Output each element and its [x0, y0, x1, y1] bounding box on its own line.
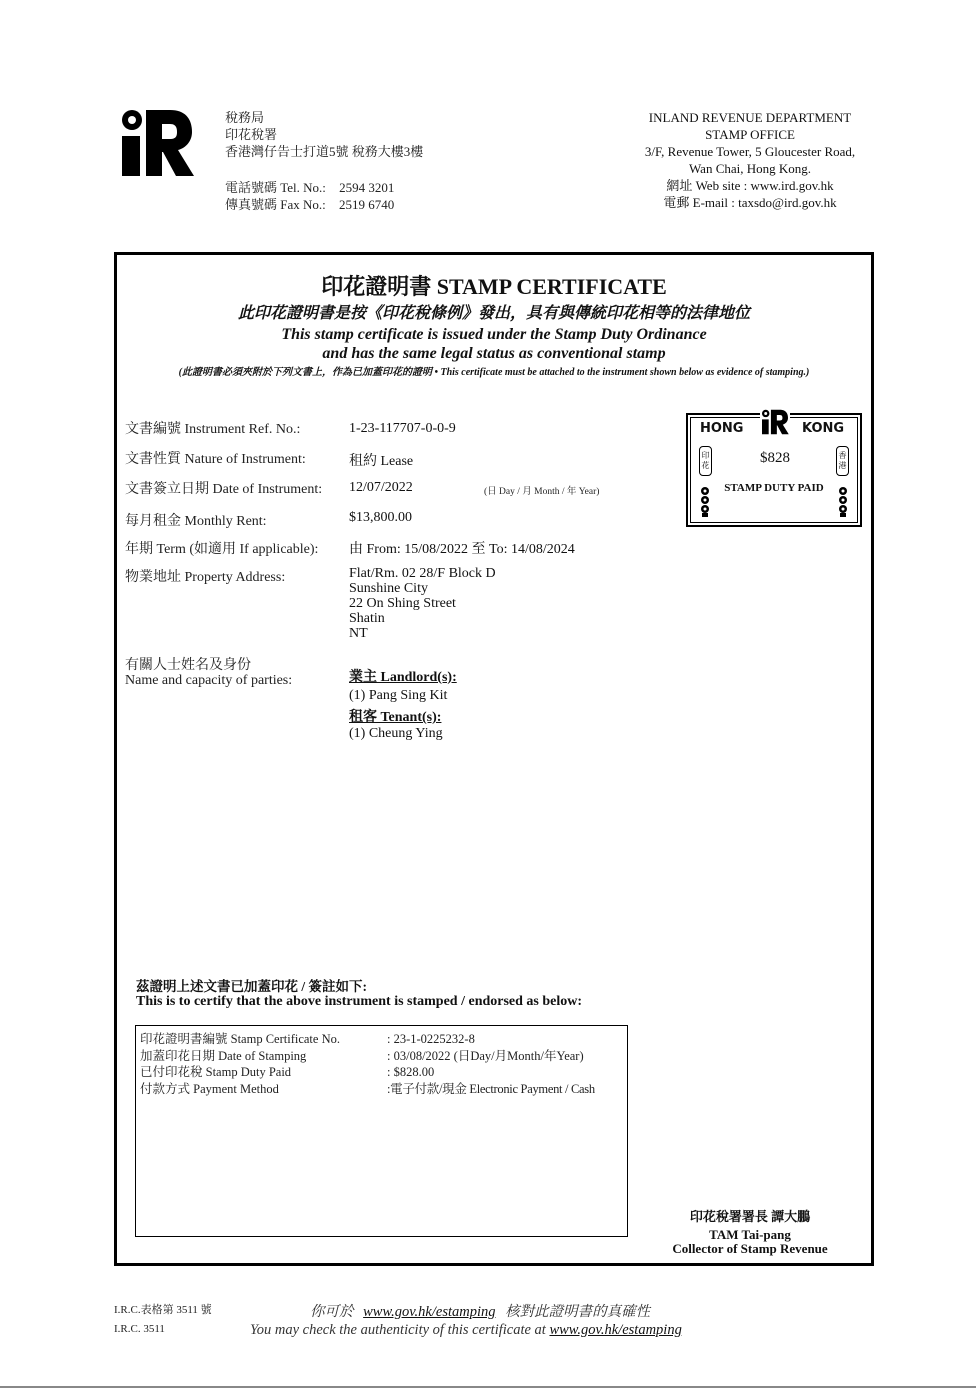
parties-label-zh: 有關人士姓名及身份: [125, 658, 251, 673]
header-address-line2: Wan Chai, Hong Kong.: [688, 161, 812, 176]
stamp-cert-no-label: 印花證明書編號 Stamp Certificate No.: [140, 1032, 340, 1046]
header-dept-zh: 稅務局: [225, 110, 265, 125]
signatory-zh: 印花稅署署長 譚大鵬: [689, 1209, 811, 1224]
landlord-name: (1) Pang Sing Kit: [349, 688, 448, 703]
tel-number: 2594 3201: [339, 180, 395, 195]
date-label: 文書簽立日期 Date of Instrument:: [125, 482, 323, 497]
certify-zh: 茲證明上述文書已加蓋印花 / 簽註如下:: [136, 979, 367, 994]
nature-value: 租約 Lease: [349, 454, 414, 469]
ird-logo: [120, 108, 194, 178]
address-label: 物業地址 Property Address:: [125, 570, 286, 585]
signatory-name: TAM Tai-pang: [709, 1227, 791, 1242]
subtitle-en-1: This stamp certificate is issued under the Stamp Duty Ordinance: [281, 326, 707, 343]
stamp-hong: HONG: [700, 421, 744, 436]
address-line: Sunshine City: [349, 581, 428, 596]
address-line: Shatin: [349, 611, 385, 626]
date-format-hint: (日 Day / 月 Month / 年 Year): [484, 487, 600, 497]
certificate-title: 印花證明書 STAMP CERTIFICATE: [321, 274, 667, 299]
footer-verify-en: [250, 1322, 682, 1339]
tel-label: 電話號碼 Tel. No.:: [225, 180, 326, 195]
endorsement-values: [387, 1031, 595, 1097]
landlord-heading: 業主 Landlord(s):: [349, 670, 457, 685]
subtitle-zh: 此印花證明書是按《印花稅條例》發出，具有與傳統印花相等的法律地位: [237, 305, 750, 322]
stamp-seal-right: 香港: [836, 446, 849, 476]
address-line: NT: [349, 626, 368, 641]
nature-label: 文書性質 Nature of Instrument:: [125, 452, 306, 467]
estamping-link-en[interactable]: www.gov.hk/estamping: [549, 1322, 682, 1338]
header-website: 網址 Web site : www.ird.gov.hk: [666, 178, 834, 193]
fax-label: 傳真號碼 Fax No.:: [225, 197, 326, 212]
header-email: 電郵 E-mail : taxsdo@ird.gov.hk: [663, 195, 837, 210]
form-number-zh: I.R.C.表格第 3511 號: [114, 1304, 212, 1316]
stamp-kong: KONG: [802, 421, 845, 436]
tenant-heading: 租客 Tenant(s):: [349, 710, 442, 725]
footer-en-pre: You may check the authenticity of this certificate at: [250, 1322, 546, 1338]
payment-method-label: 付款方式 Payment Method: [140, 1081, 279, 1096]
tenant-name: (1) Cheung Ying: [349, 726, 443, 741]
certify-en: This is to certify that the above instrument is stamped / endorsed as below:: [136, 994, 583, 1009]
payment-method-value: :電子付款/現金 Electronic Payment / Cash: [387, 1081, 595, 1096]
stamp-ird-logo: [760, 409, 790, 435]
header-address-line1: 3/F, Revenue Tower, 5 Gloucester Road,: [644, 144, 856, 159]
stamp-amount: $828: [760, 450, 790, 466]
endorsement-labels: [140, 1031, 340, 1097]
header-office-zh: 印花稅署: [225, 127, 278, 142]
address-line: Flat/Rm. 02 28/F Block D: [349, 566, 496, 581]
date-of-stamping-label: 加蓋印花日期 Date of Stamping: [140, 1048, 307, 1063]
term-label: 年期 Term (如適用 If applicable):: [125, 542, 319, 557]
footer-zh-pre: 你可於: [310, 1304, 354, 1320]
duty-paid-label: 已付印花稅 Stamp Duty Paid: [140, 1065, 292, 1079]
footer-zh-post: 核對此證明書的真確性: [505, 1304, 651, 1320]
rent-value: $13,800.00: [349, 510, 412, 525]
signatory-title: Collector of Stamp Revenue: [672, 1241, 828, 1256]
header-office-en: STAMP OFFICE: [705, 127, 795, 142]
duty-paid-value: : $828.00: [387, 1065, 435, 1079]
address-value: [349, 566, 496, 641]
stamp-caption: STAMP DUTY PAID: [724, 482, 824, 494]
date-of-stamping-value: : 03/08/2022 (日Day/月Month/年Year): [387, 1048, 584, 1063]
stamp-seal-left: 印花: [699, 446, 712, 476]
date-value: 12/07/2022: [349, 480, 413, 495]
stamp-ornament-left: [698, 486, 712, 523]
attachment-note: (此證明書必須夾附於下列文書上，作為已加蓋印花的證明 • This certificate must be attached to the instrument shown below as evidence of stamping.): [178, 367, 810, 378]
stamp-ornament-right: [836, 486, 850, 523]
rent-label: 每月租金 Monthly Rent:: [125, 514, 267, 529]
subtitle-en-2: and has the same legal status as conventional stamp: [322, 345, 666, 362]
address-line: 22 On Shing Street: [349, 596, 456, 611]
fax-number: 2519 6740: [339, 197, 395, 212]
ref-value: 1-23-117707-0-0-9: [349, 421, 456, 436]
form-number-en: I.R.C. 3511: [114, 1323, 165, 1335]
header-dept-en: INLAND REVENUE DEPARTMENT: [648, 110, 852, 125]
parties-label-en: Name and capacity of parties:: [125, 673, 293, 688]
estamping-link-zh[interactable]: www.gov.hk/estamping: [363, 1304, 496, 1320]
ref-label: 文書編號 Instrument Ref. No.:: [125, 422, 301, 437]
header-address-zh: 香港灣仔告士打道5號 稅務大樓3樓: [225, 144, 424, 159]
term-value: 由 From: 15/08/2022 至 To: 14/08/2024: [349, 542, 575, 557]
parties-label: [125, 658, 292, 688]
stamp-cert-no-value: : 23-1-0225232-8: [387, 1032, 475, 1046]
footer-verify-zh: [310, 1300, 650, 1321]
page-bottom-edge: [0, 1386, 976, 1388]
